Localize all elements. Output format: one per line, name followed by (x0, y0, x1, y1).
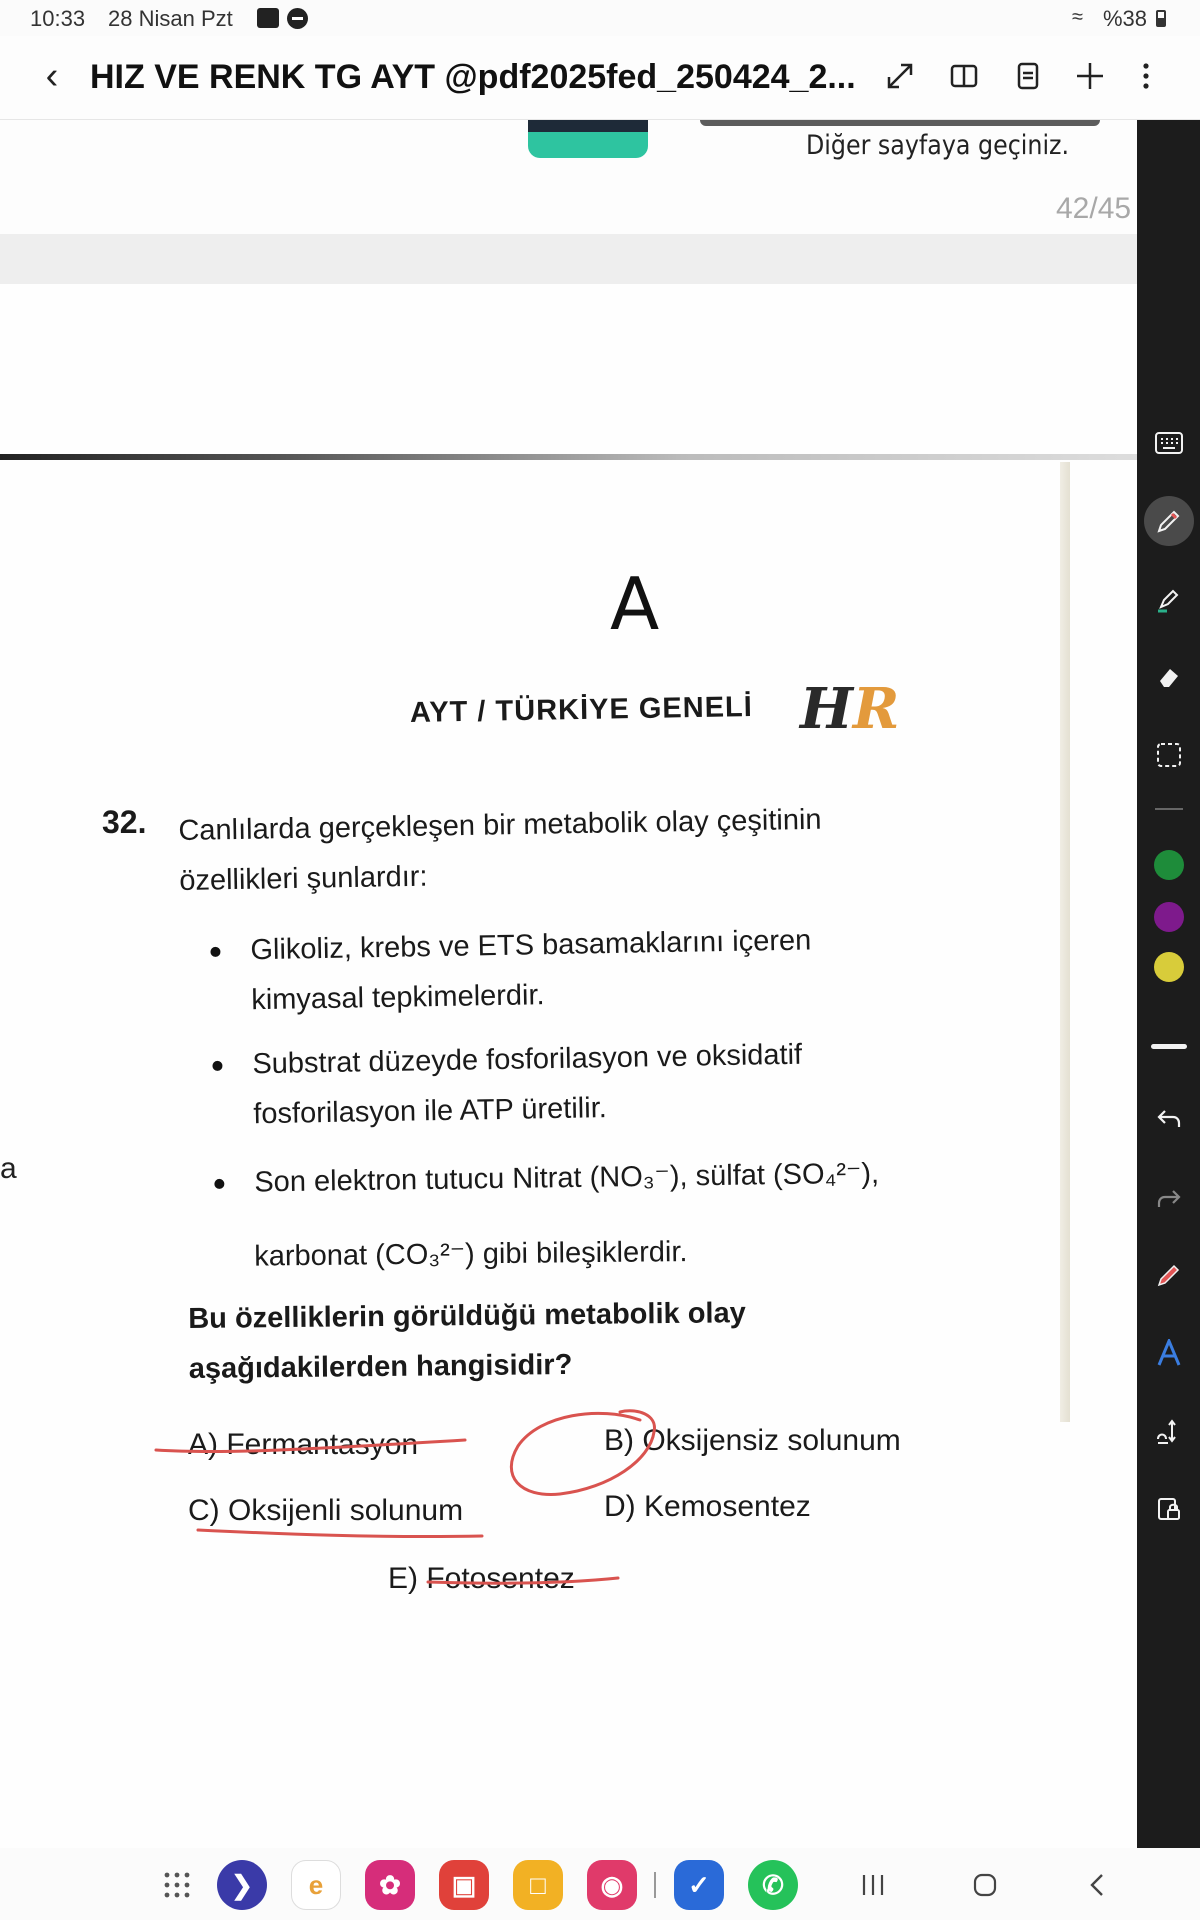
pen-icon[interactable] (1144, 496, 1194, 546)
bullet-dot (210, 947, 220, 957)
home-button[interactable] (960, 1862, 1010, 1908)
logo-letter-h: H (800, 676, 853, 742)
exam-label: AYT / TÜRKİYE GENELİ (409, 691, 754, 729)
back-arrow-icon[interactable]: ‹ (45, 55, 59, 97)
color-yellow[interactable] (1144, 942, 1194, 992)
apps-grid-icon[interactable] (152, 1862, 202, 1908)
bullet-dot (212, 1061, 222, 1071)
option-d: D) Kemosentez (604, 1490, 811, 1523)
dock-separator (654, 1872, 656, 1898)
yellow-swatch (1154, 952, 1184, 982)
app-icon-4[interactable]: ▣ (439, 1860, 489, 1910)
app-icon-2[interactable]: e (291, 1860, 341, 1910)
app-bar (0, 36, 1200, 120)
page-gap (0, 234, 1137, 284)
app-icon-1[interactable]: ❯ (217, 1860, 267, 1910)
tasks-icon[interactable]: ✓ (674, 1860, 724, 1910)
annotation-toolbar (1137, 120, 1200, 1848)
option-c: C) Oksijenli solunum (188, 1494, 464, 1527)
whatsapp-icon[interactable]: ✆ (748, 1860, 798, 1910)
app-icon-5[interactable]: ◉ (587, 1860, 637, 1910)
document-title: HIZ VE RENK TG AYT @pdf2025fed_250424_2... (90, 58, 856, 96)
add-icon[interactable] (1068, 54, 1112, 98)
question-number: 32. (102, 804, 147, 840)
eraser-icon[interactable] (1144, 652, 1194, 702)
battery-icon (1156, 10, 1166, 27)
lasso-select-icon[interactable] (1144, 730, 1194, 780)
page-view-icon[interactable] (1006, 54, 1050, 98)
page-edge-shadow (0, 454, 1137, 460)
status-time: 10:33 (30, 6, 86, 31)
bullet-text: karbonat (CO₃²⁻) gibi bileşiklerdir. (254, 1236, 688, 1273)
gallery-icon (257, 8, 279, 28)
previous-page-graphic (528, 120, 648, 158)
more-vertical-icon[interactable] (1124, 54, 1168, 98)
booklet-type: A (610, 562, 660, 646)
bullet-text: Glikoliz, krebs ve ETS basamaklarını içeren kimyasal tepkimelerdir. (250, 924, 812, 1017)
back-button[interactable] (1072, 1862, 1122, 1908)
pdf-viewer[interactable] (0, 120, 1137, 1848)
status-date: 28 Nisan Pzt (108, 6, 233, 31)
book-view-icon[interactable] (942, 54, 986, 98)
green-swatch (1154, 850, 1184, 880)
color-green[interactable] (1144, 840, 1194, 890)
color-purple[interactable] (1144, 892, 1194, 942)
previous-page (0, 120, 1137, 234)
navigation-bar (0, 1848, 1200, 1920)
underline-option-c (198, 1530, 482, 1537)
bullet-text: Son elektron tutucu Nitrat (NO₃⁻), sülfat (SO₄²⁻), (254, 1157, 880, 1199)
text-size-icon[interactable] (1144, 1406, 1194, 1456)
option-e: E) Fotosentez (388, 1562, 575, 1595)
fullscreen-icon[interactable] (878, 54, 922, 98)
wifi-icon: ≈ (1072, 6, 1083, 28)
app-icon-3[interactable]: ✿ (365, 1860, 415, 1910)
do-not-disturb-icon (287, 8, 308, 29)
logo-letter-r: R (852, 676, 900, 742)
keyboard-icon[interactable] (1144, 418, 1194, 468)
next-page-note: Diğer sayfaya geçiniz. (806, 130, 1070, 161)
purple-swatch (1154, 902, 1184, 932)
recents-button[interactable] (848, 1862, 898, 1908)
margin-mark: a (0, 1152, 17, 1185)
highlighter-icon[interactable] (1144, 574, 1194, 624)
option-a: A) Fermantasyon (188, 1428, 419, 1461)
option-b: B) Oksijensiz solunum (604, 1424, 901, 1457)
question-stem: Canlılarda gerçekleşen bir metabolik olay çeşitinin özellikleri şunlardır: (178, 803, 822, 897)
battery-level: %38 (1103, 6, 1148, 31)
undo-icon[interactable] (1144, 1094, 1194, 1144)
status-bar (0, 0, 1200, 36)
stroke-width-indicator[interactable] (1151, 1044, 1187, 1049)
page-binding-edge (1060, 462, 1070, 1422)
toolbar-divider (1155, 808, 1183, 810)
lock-icon[interactable] (1144, 1484, 1194, 1534)
publisher-logo (800, 676, 899, 742)
bullet-dot (214, 1179, 224, 1189)
scan-artifact (700, 120, 1100, 126)
text-icon[interactable] (1144, 1328, 1194, 1378)
question-prompt: Bu özelliklerin görüldüğü metabolik olay aşağıdakilerden hangisidir? (188, 1297, 746, 1385)
bullet-text: Substrat düzeyde fosforilasyon ve oksidatif fosforilasyon ile ATP üretilir. (252, 1038, 803, 1131)
current-page[interactable] (0, 284, 1137, 1848)
redo-icon[interactable] (1144, 1174, 1194, 1224)
files-icon[interactable]: □ (513, 1860, 563, 1910)
pen-settings-icon[interactable] (1144, 1250, 1194, 1300)
page-counter: 42/45 (1056, 192, 1132, 225)
